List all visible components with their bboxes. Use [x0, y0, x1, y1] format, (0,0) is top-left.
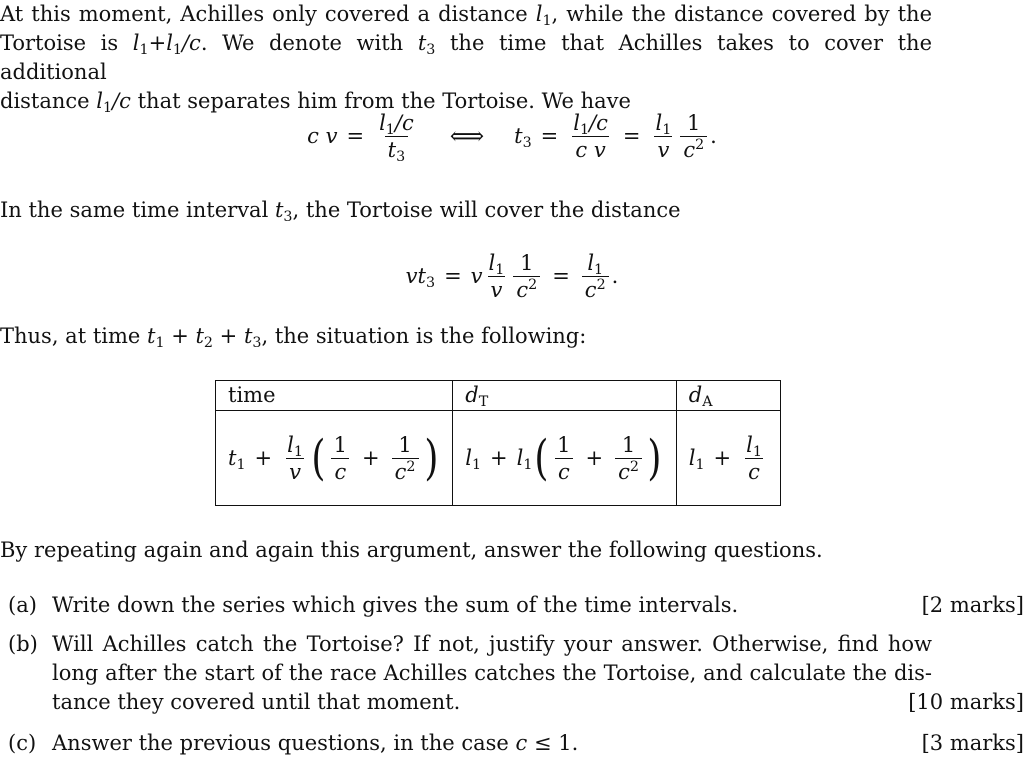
question-text: Write down the series which gives the sum of the time intervals.	[52, 593, 739, 617]
situation-text: , the situation is the following:	[261, 324, 587, 348]
equation-speed: c v = $\frac{l_1/c}{t_3}$ ⟺ $t_3$ = $\frac{l_1/c}{\text{c v}}$ = $\frac{l_1}{v}$ $\frac{1}{c^2}$ .	[307, 110, 717, 165]
math-l1-over-c: $l_1/c$	[96, 89, 131, 116]
question-line: Will Achilles catch the Tortoise? If not, justify your answer. Otherwise, find how	[52, 632, 932, 656]
interval-paragraph	[0, 196, 1024, 225]
fraction: $\frac{l_1}{c^2}$	[582, 250, 609, 303]
table-header-row	[216, 381, 781, 411]
cell-time: $t_1$ + $\frac{l_1}{v}$ ( $\frac{1}{c}$ + $\frac{1}{c^2}$ )	[216, 411, 453, 506]
question-line: tance they covered until that moment.	[52, 690, 461, 714]
intro-text: . We denote with	[200, 31, 418, 55]
intro-text: Tortoise is	[0, 31, 133, 55]
header-dA: $d_A$	[676, 381, 780, 411]
repeat-paragraph	[0, 536, 1024, 565]
intro-text: distance	[0, 89, 97, 113]
cell-dT: $l_1$ + $l_1$ ( $\frac{1}{c}$ + $\frac{1}{c^2}$ )	[453, 411, 677, 506]
math-t3: $t_3$	[417, 31, 436, 58]
header-dT: $d_T$	[453, 381, 677, 411]
fraction: $\frac{1}{c^2}$	[680, 110, 707, 163]
iff-symbol: ⟺	[449, 121, 485, 150]
interval-text: , the Tortoise will cover the distance	[292, 198, 681, 222]
fraction: $\frac{l_1/c}{\text{c v}}$	[573, 110, 608, 162]
interval-text: In the same time interval	[0, 198, 275, 222]
intro-text: that separates him from the Tortoise. We have	[130, 89, 631, 113]
fraction: $\frac{l_1}{v}$	[655, 110, 672, 162]
cell-dA: $l_1$ + $\frac{l_1}{c}$	[676, 411, 780, 506]
question-text	[52, 630, 932, 717]
fraction: $\frac{l_1}{v}$	[488, 250, 505, 302]
intro-paragraph	[0, 0, 1024, 116]
situation-paragraph	[0, 322, 1024, 351]
intro-text: the time that Achilles takes to cover the additional	[0, 31, 932, 84]
intro-line-2	[0, 29, 932, 87]
table-row	[216, 411, 781, 506]
question-label: (a)	[8, 593, 37, 617]
intro-line-1	[0, 0, 932, 29]
intro-text: , while the distance covered by the	[551, 2, 932, 26]
math-t3: $t_3$	[274, 198, 293, 225]
math-l1: $l_1$	[535, 2, 552, 29]
header-time: time	[216, 381, 453, 411]
question-label: (b)	[8, 632, 38, 656]
repeat-text: By repeating again and again this argument, answer the following questions.	[0, 538, 823, 562]
marks-badge: [3 marks]	[921, 731, 1024, 755]
math-time-sum: $t_1 + t_2 + t_3$	[147, 324, 262, 351]
intro-text: At this moment, Achilles only covered a distance	[0, 2, 536, 26]
marks-badge: [2 marks]	[921, 593, 1024, 617]
question-text: Answer the previous questions, in the case c ≤ 1.	[52, 731, 579, 755]
situation-table	[215, 380, 781, 506]
math-tortoise-distance: $l_1+l_1/c$	[132, 31, 201, 58]
equation-tortoise-distance: $vt_3$ = v $\frac{l_1}{v}$ $\frac{1}{c^2}$ = $\frac{l_1}{c^2}$ .	[405, 250, 619, 302]
fraction: $\frac{1}{c^2}$	[513, 250, 540, 303]
marks-badge: [10 marks]	[908, 690, 1024, 714]
situation-text: Thus, at time	[0, 324, 147, 348]
question-line: long after the start of the race Achilles catches the Tortoise, and calculate the dis-	[52, 661, 932, 685]
fraction: $\frac{l_1/c}{t_3}$	[379, 110, 414, 165]
question-label: (c)	[8, 731, 37, 755]
